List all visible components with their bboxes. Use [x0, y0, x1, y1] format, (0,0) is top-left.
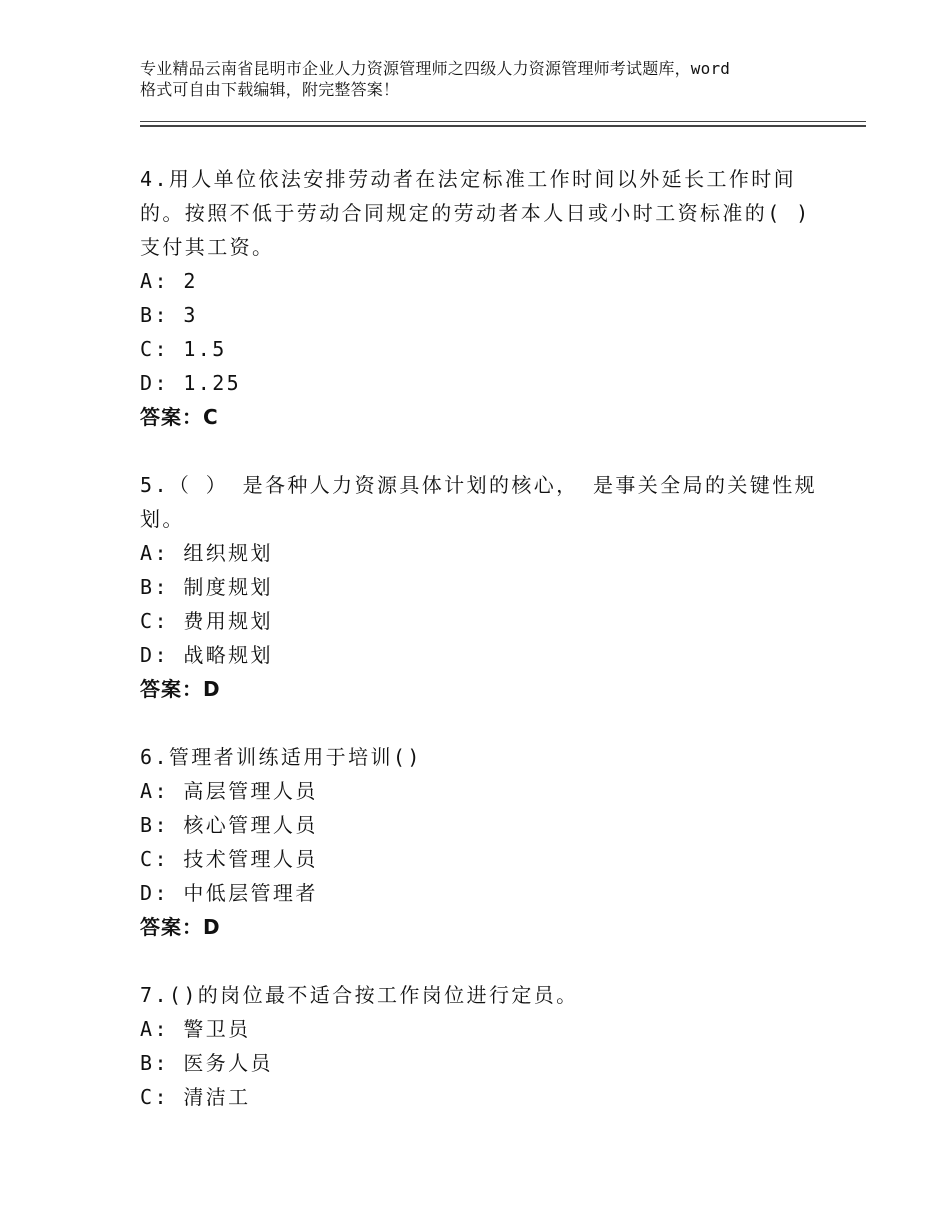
question-stem: 7.()的岗位最不适合按工作岗位进行定员。	[140, 983, 579, 1007]
option-c: C: 1.5	[140, 337, 227, 361]
question-stem: 6.管理者训练适用于培训()	[140, 745, 422, 769]
question-stem: 4.用人单位依法安排劳动者在法定标准工作时间以外延长工作时间的。按照不低于劳动合同规定的劳动者本人日或小时工资标准的( )支付其工资。	[140, 167, 811, 259]
option-d: D: 1.25	[140, 371, 242, 395]
question-stem: 5.（ ） 是各种人力资源具体计划的核心， 是事关全局的关键性规划。	[140, 473, 818, 531]
answer-label: 答案：C	[140, 405, 219, 429]
option-a: A: 警卫员	[140, 1017, 251, 1041]
option-c: C: 费用规划	[140, 609, 273, 633]
header-divider-thick	[140, 125, 866, 127]
option-a: A: 高层管理人员	[140, 779, 318, 803]
header-line-2: 格式可自由下载编辑，附完整答案！	[140, 80, 400, 99]
option-c: C: 技术管理人员	[140, 847, 318, 871]
answer-label: 答案：D	[140, 915, 221, 939]
option-b: B: 核心管理人员	[140, 813, 318, 837]
option-a: A: 组织规划	[140, 541, 273, 565]
option-d: D: 中低层管理者	[140, 881, 318, 905]
option-b: B: 3	[140, 303, 198, 327]
option-a: A: 2	[140, 269, 198, 293]
question-list	[140, 162, 830, 1148]
question-7	[140, 978, 830, 1114]
question-4	[140, 162, 830, 434]
option-d: D: 战略规划	[140, 643, 273, 667]
header-divider-thin	[140, 121, 866, 122]
option-b: B: 制度规划	[140, 575, 273, 599]
question-5	[140, 468, 830, 706]
header-line-1: 专业精品云南省昆明市企业人力资源管理师之四级人力资源管理师考试题库，word	[140, 59, 731, 78]
option-c: C: 清洁工	[140, 1085, 251, 1109]
document-header	[140, 58, 840, 100]
option-b: B: 医务人员	[140, 1051, 273, 1075]
answer-label: 答案：D	[140, 677, 221, 701]
question-6	[140, 740, 830, 944]
